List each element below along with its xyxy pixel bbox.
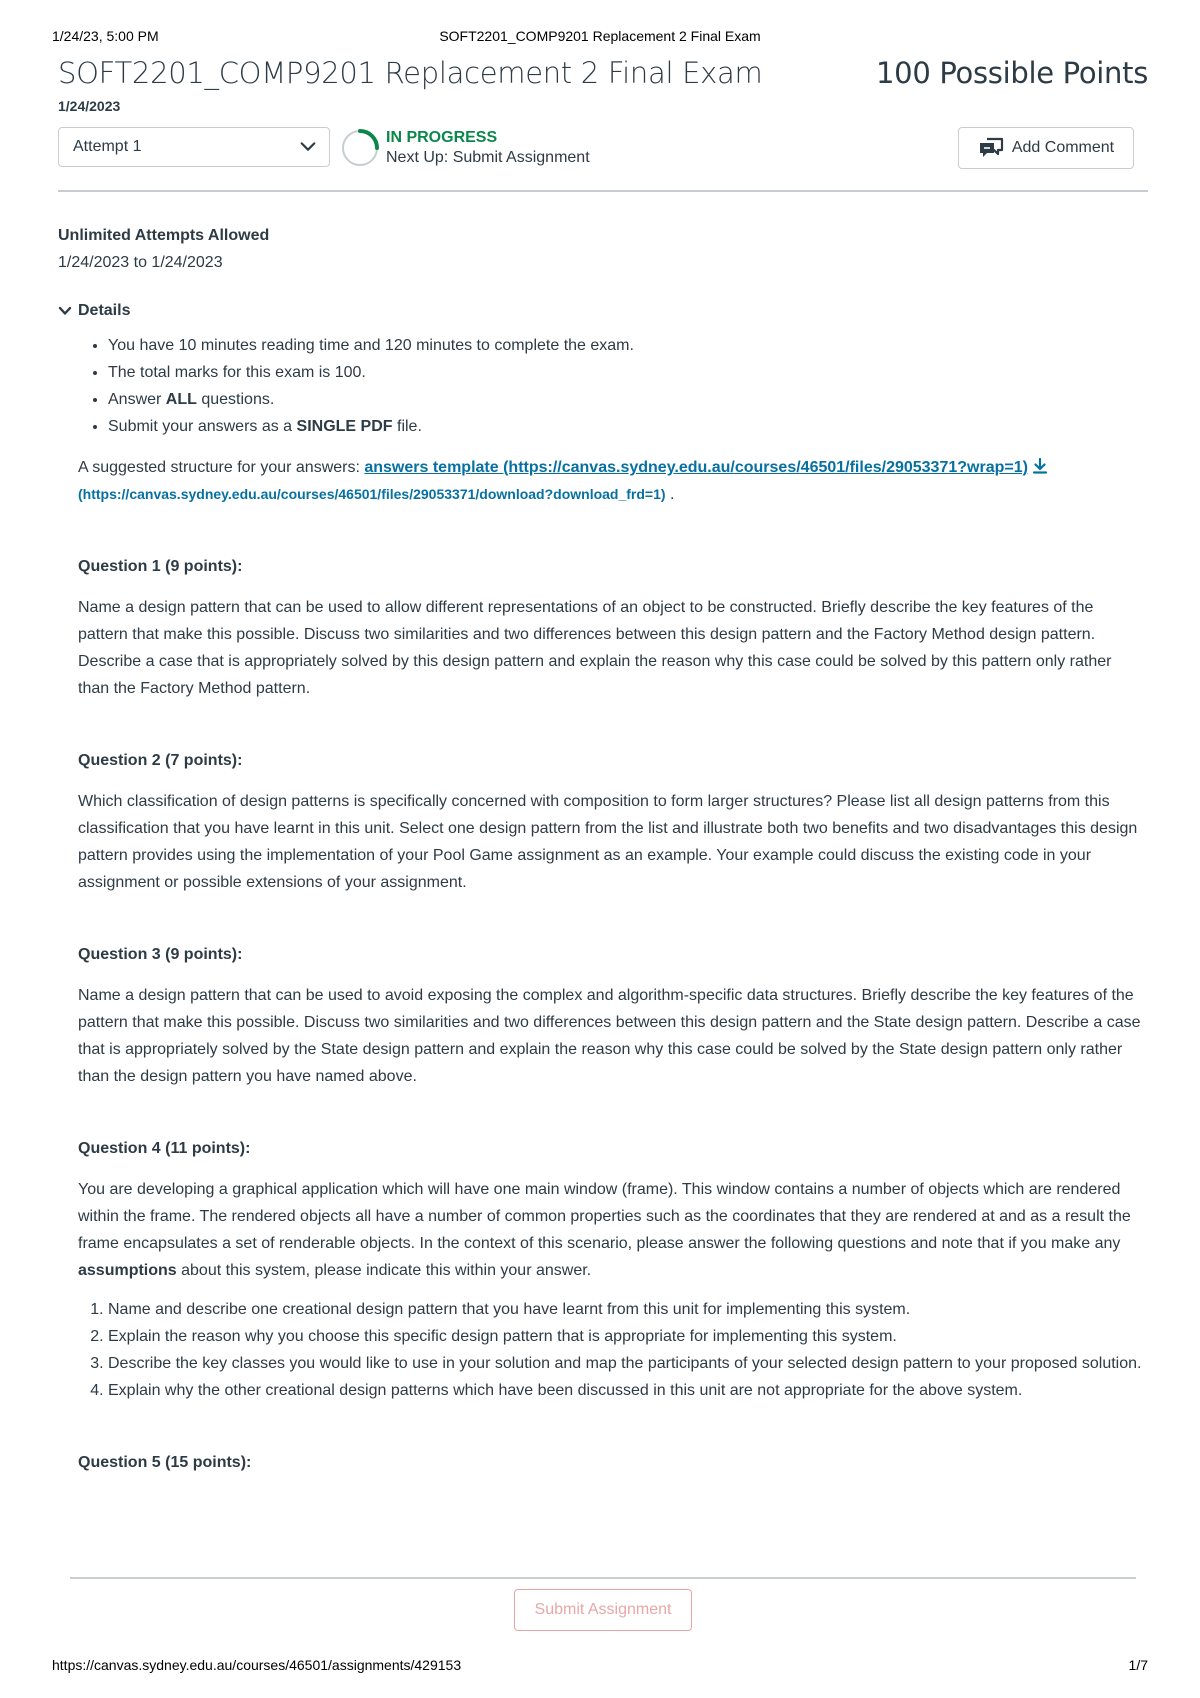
list-item: • The total marks for this exam is 100. <box>108 359 1146 386</box>
details-toggle[interactable] <box>58 302 130 320</box>
question-4-heading: Question 4 (11 points): <box>78 1140 251 1157</box>
question-4-body: You are developing a graphical application which will have one main window (frame). This window contains a number of objects which are rendered within the frame. The rendered objects all have a number of common properties such as the coordinates that they are rendered at and as a result the frame encapsulates a set of renderable objects. In the context of this scenario, please answer the following questions and note that if you make any assumptions about this system, please indicate this within your answer. <box>78 1181 1131 1279</box>
availability-dates: 1/24/2023 to 1/24/2023 <box>58 254 223 271</box>
question-1-heading: Question 1 (9 points): <box>78 558 243 575</box>
print-footer <box>52 1657 1148 1677</box>
due-date: 1/24/2023 <box>58 98 121 114</box>
attempt-select-value: Attempt 1 <box>73 138 142 155</box>
chevron-down-icon <box>299 138 317 156</box>
print-doc-title: SOFT2201_COMP9201 Replacement 2 Final Exam <box>439 28 761 44</box>
list-item: 2. Explain the reason why you choose this specific design pattern that is appropriate for implementing this system. <box>108 1323 1146 1350</box>
list-item: 3. Describe the key classes you would like to use in your solution and map the participants of your selected design pattern to your proposed solution. <box>108 1350 1146 1377</box>
list-item: • You have 10 minutes reading time and 120 minutes to complete the exam. <box>108 332 1146 359</box>
question-5-heading: Question 5 (15 points): <box>78 1454 252 1471</box>
possible-points: 100 Possible Points <box>876 56 1148 90</box>
chevron-down-icon <box>58 304 72 318</box>
add-comment-label: Add Comment <box>1011 139 1115 156</box>
add-comment-button[interactable] <box>958 127 1134 169</box>
download-icon[interactable] <box>1032 458 1048 474</box>
download-link[interactable]: (https://canvas.sydney.edu.au/courses/46501/files/29053371/download?download_frd=1) <box>78 486 666 502</box>
question-2-heading: Question 2 (7 points): <box>78 752 243 769</box>
question-3-body: Name a design pattern that can be used to avoid exposing the complex and algorithm-specific data structures. Briefly describe the key features of the pattern that make this possible. Discuss two similarities and two differences between this design pattern and the State design pattern. Describe a case that is appropriately solved by the State design pattern and explain the reason why this case could be solved by the State design pattern only rather than the design pattern you have named above. <box>78 987 1141 1085</box>
question-1-body: Name a design pattern that can be used to allow different representations of an object to be constructed. Briefly describe the key features of the pattern that make this possible. Discuss two similarities and two differences between this design pattern and the Factory Method design pattern. Describe a case that is appropriately solved by this design pattern and explain the reason why this case could be solved by this pattern only rather than the Factory Method pattern. <box>78 599 1112 697</box>
status-label: IN PROGRESS <box>386 129 498 146</box>
attempt-select[interactable] <box>58 127 330 167</box>
assignment-meta <box>58 222 269 276</box>
question-4-subquestions <box>78 1296 1146 1404</box>
list-item: 4. Explain why the other creational design patterns which have been discussed in this unit are not appropriate for the above system. <box>108 1377 1146 1404</box>
question-2-body: Which classification of design patterns is specifically concerned with composition to form larger structures? Please list all design patterns from this classification that you have learnt in this unit. Select one design pattern from the list and illustrate both two benefits and two disadvantages this design pattern provides using the implementation of your Pool Game assignment as an example. Your example could discuss the existing code in your assignment or possible extensions of your assignment. <box>78 793 1138 891</box>
print-timestamp: 1/24/23, 5:00 PM <box>52 28 159 44</box>
list-item: 1. Name and describe one creational design pattern that you have learnt from this unit for implementing this system. <box>108 1296 1146 1323</box>
question-3-heading: Question 3 (9 points): <box>78 946 243 963</box>
instructions-list <box>78 332 1146 440</box>
print-url: https://canvas.sydney.edu.au/courses/46501/assignments/429153 <box>52 1657 462 1673</box>
list-item: • Submit your answers as a SINGLE PDF file. <box>108 413 1146 440</box>
comment-icon <box>978 137 1004 159</box>
progress-ring-icon <box>340 128 380 168</box>
submit-assignment-button[interactable]: Submit Assignment <box>514 1589 692 1631</box>
details-toggle-label: Details <box>78 302 131 319</box>
list-item: • Answer ALL questions. <box>108 386 1146 413</box>
page-title: SOFT2201_COMP9201 Replacement 2 Final Exam <box>58 56 763 90</box>
answers-template-link[interactable]: answers template (https://canvas.sydney.edu.au/courses/46501/files/29053371?wrap=1) <box>364 459 1028 476</box>
footer-divider <box>70 1577 1136 1579</box>
submission-status <box>340 126 590 170</box>
attempts-allowed: Unlimited Attempts Allowed <box>58 227 270 244</box>
header-divider <box>58 190 1148 192</box>
page-number: 1/7 <box>1128 1657 1148 1673</box>
print-header <box>52 28 1148 48</box>
next-up-text: Next Up: Submit Assignment <box>386 149 590 166</box>
template-paragraph: A suggested structure for your answers: answers template (https://canvas.sydney.edu.au/courses/46501/files/29053371?wrap=1) (https://canvas.sydney.edu.au/courses/46501/files/29053371/download?download_frd=1) . <box>78 454 1146 508</box>
assignment-description <box>78 332 1146 1476</box>
